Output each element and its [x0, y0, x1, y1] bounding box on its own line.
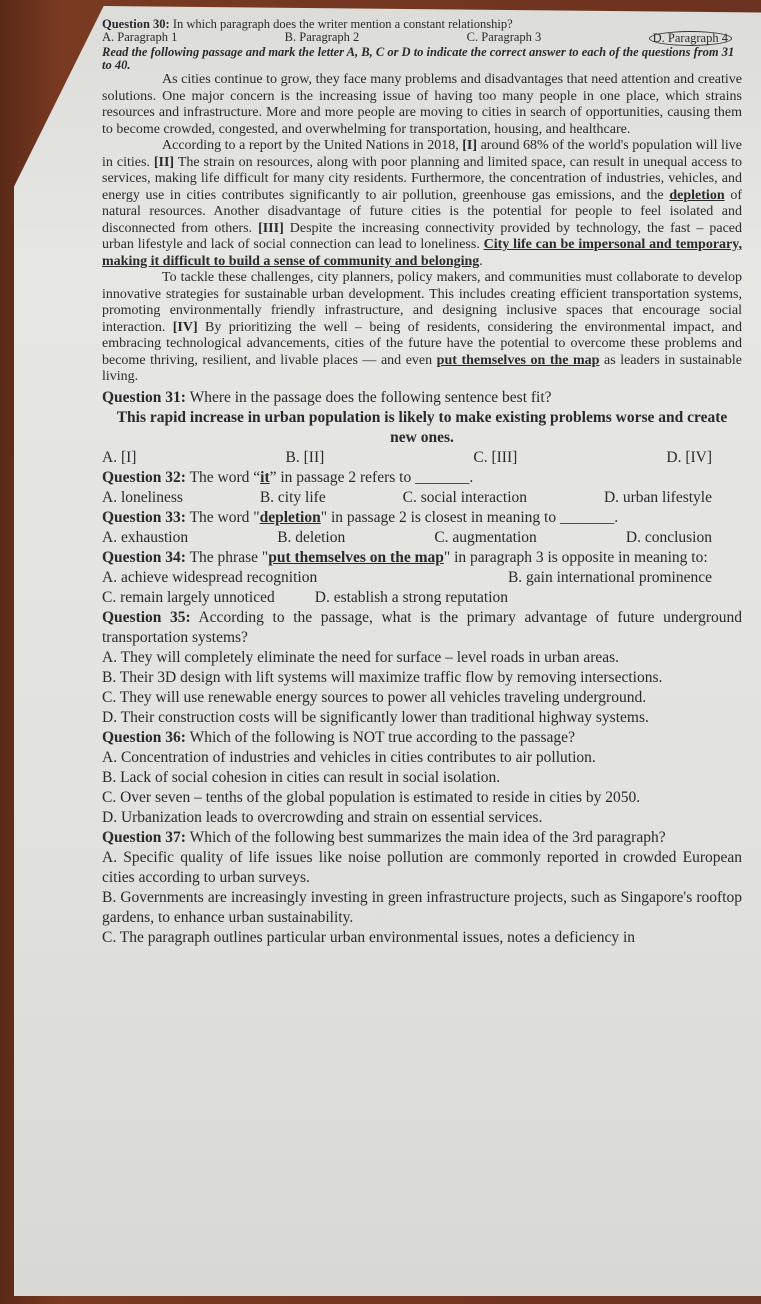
- target-phrase: put themselves on the map: [268, 548, 444, 566]
- options-32: [102, 488, 742, 508]
- option-d: D. Urbanization leads to overcrowding and strain on essential services.: [102, 808, 543, 826]
- worksheet: [102, 18, 742, 948]
- question-label: Question 34:: [102, 548, 186, 566]
- option-d: D. conclusion: [625, 528, 712, 546]
- question-31: [102, 388, 742, 408]
- question-37: [102, 828, 742, 848]
- question-label: Question 32:: [102, 468, 186, 486]
- question-label: Question 31:: [102, 388, 186, 406]
- question-text: The phrase ": [185, 548, 269, 566]
- gap-marker: [III]: [258, 220, 284, 236]
- option-b: B. Their 3D design with lift systems will maximize traffic flow by removing intersections.: [102, 668, 663, 686]
- option-d: D. urban lifestyle: [603, 488, 712, 506]
- option-a: A. exhaustion: [102, 528, 189, 546]
- question-label: Question 35:: [102, 608, 191, 626]
- option-a: A. achieve widespread recognition: [102, 568, 318, 586]
- passage-text: By prioritizing the well – being of residents, considering the environmental impact, and embracing technological advancements, cities of the future have the potential to overcome these problems and become thriving, resilient, and livable places — and even: [102, 319, 742, 368]
- gap-marker: [II]: [153, 154, 175, 170]
- option-c: C. The paragraph outlines particular urban environmental issues, notes a deficiency in: [102, 928, 636, 946]
- question-text: ” in passage 2 refers to _______.: [269, 468, 474, 486]
- question-label: Question 30:: [102, 17, 170, 31]
- question-32: [102, 468, 742, 488]
- passage-text: According to a report by the United Nations in 2018,: [162, 138, 463, 153]
- questions: [102, 388, 742, 948]
- option-b: B. Paragraph 2: [284, 30, 360, 44]
- option-b: B. Governments are increasingly investing in green infrastructure projects, such as Singapore's rooftop gardens, to enhance urban sustainability.: [102, 888, 742, 926]
- target-word: depletion: [259, 508, 321, 526]
- question-text: The word “: [185, 468, 261, 486]
- question-text: In which paragraph does the writer mention a constant relationship?: [169, 17, 513, 31]
- option-b: B. deletion: [277, 528, 346, 546]
- passage-text: .: [479, 253, 483, 269]
- target-word: it: [260, 468, 270, 486]
- question-text: According to the passage, what is the primary advantage of future underground transportation systems?: [102, 608, 742, 646]
- question-label: Question 36:: [102, 728, 186, 746]
- options-33: [102, 528, 742, 548]
- question-33: [102, 508, 742, 528]
- question-text: " in paragraph 3 is opposite in meaning to:: [443, 548, 708, 566]
- passage-text: To tackle these challenges, city planners, policy makers, and communities must collaborate to develop innovative strategies for sustainable urban development. This includes creating efficient transportation systems, promoting environmentally friendly infrastructure, and designing inclusive spaces that encourage social interaction.: [102, 270, 742, 335]
- option-c: C. Paragraph 3: [466, 30, 542, 44]
- question-text: Which of the following is NOT true according to the passage?: [185, 728, 575, 746]
- question-36: [102, 728, 742, 748]
- options-34-row1: [102, 568, 742, 588]
- option-c: C. social interaction: [402, 488, 528, 506]
- question-label: Question 33:: [102, 508, 186, 526]
- passage-paragraph-3: [102, 270, 742, 386]
- underlined-text: depletion: [669, 187, 725, 203]
- inserted-sentence: This rapid increase in urban population is likely to make existing problems worse and create new ones.: [116, 408, 728, 446]
- question-text: Where in the passage does the following sentence best fit?: [185, 388, 552, 406]
- question-text: " in passage 2 is closest in meaning to _______.: [320, 508, 619, 526]
- option-d-circled: D. Paragraph 4: [649, 31, 732, 46]
- options-34-row2: [102, 588, 742, 608]
- passage-text: The strain on resources, along with poor planning and limited space, can result in unequal access to services, making life difficult for many city residents. Furthermore, the concentration of industries, vehicles, and energy use in cities contributes significantly to air pollution, greenhouse gas emissions, and the: [102, 154, 742, 203]
- passage-text: around 68% of the world's population will live in cities.: [102, 138, 742, 170]
- question-label: Question 37:: [102, 828, 186, 846]
- passage-text: of natural resources. Another disadvantage of future cities is the potential for people to feel isolated and disconnected from others.: [102, 187, 742, 236]
- question-text: The word ": [185, 508, 260, 526]
- passage-text: Despite the increasing connectivity provided by technology, the fast – paced urban lifestyle and lack of social connection can lead to loneliness.: [102, 220, 743, 252]
- underlined-text: put themselves on the map: [436, 352, 600, 368]
- question-35: [102, 608, 742, 648]
- options-31: [102, 448, 742, 468]
- option-a: A. Specific quality of life issues like noise pollution are commonly reported in crowded European cities according to urban surveys.: [102, 848, 742, 886]
- option-c: C. remain largely unnoticed: [102, 588, 275, 606]
- passage-paragraph-1: [102, 72, 742, 138]
- option-d: D. Their construction costs will be significantly lower than traditional highway systems.: [102, 708, 649, 726]
- reading-passage: [102, 72, 742, 386]
- option-b: B. city life: [259, 488, 326, 506]
- option-c: C. [III]: [473, 448, 518, 466]
- option-a: A. loneliness: [102, 488, 183, 506]
- question-30: [102, 18, 742, 46]
- option-c: C. They will use renewable energy sources to power all vehicles traveling underground.: [102, 688, 647, 706]
- gap-marker: [I]: [462, 138, 478, 153]
- instructions: Read the following passage and mark the letter A, B, C or D to indicate the correct answer to each of the questions from 31 to 40.: [102, 45, 735, 72]
- gap-marker: [IV]: [172, 319, 198, 335]
- underlined-text: City life can be impersonal and temporary, making it difficult to build a sense of community and belonging: [102, 237, 742, 269]
- passage-text: as leaders in sustainable living.: [102, 352, 742, 384]
- option-d: D. [IV]: [666, 448, 712, 466]
- passage-paragraph-2: [102, 138, 742, 270]
- option-b: B. gain international prominence: [507, 568, 712, 586]
- option-b: B. Lack of social cohesion in cities can result in social isolation.: [102, 768, 501, 786]
- question-text: Which of the following best summarizes the main idea of the 3rd paragraph?: [185, 828, 666, 846]
- option-b: B. [II]: [285, 448, 325, 466]
- option-c: C. Over seven – tenths of the global population is estimated to reside in cities by 2050.: [102, 788, 641, 806]
- option-a: A. Paragraph 1: [102, 30, 178, 44]
- option-a: A. They will completely eliminate the need for surface – level roads in urban areas.: [102, 648, 620, 666]
- option-c: C. augmentation: [434, 528, 537, 546]
- option-a: A. [I]: [102, 448, 137, 466]
- option-d: D. establish a strong reputation: [314, 588, 509, 606]
- option-a: A. Concentration of industries and vehicles in cities contributes to air pollution.: [102, 748, 596, 766]
- question-34: [102, 548, 742, 568]
- passage-text: As cities continue to grow, they face many problems and disadvantages that need attention and creative solutions. One major concern is the increasing issue of having too many people in one place, which strains resources and infrastructure. More and more people are moving to cities in search of opportunities, causing them to become crowded, congested, and overwhelming for transportation, housing, and healthcare.: [102, 72, 742, 137]
